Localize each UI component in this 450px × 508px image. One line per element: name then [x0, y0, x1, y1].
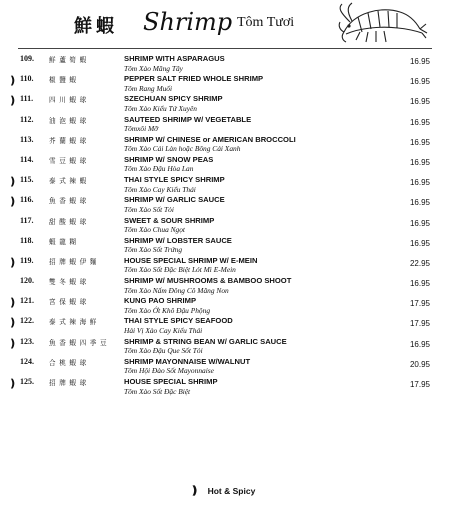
item-price: 16.95 — [409, 279, 430, 289]
menu-item — [0, 93, 450, 113]
item-english-name: SZECHUAN SPICY SHRIMP — [124, 94, 223, 104]
hot-pepper-icon: ❫ — [8, 196, 18, 209]
item-vietnamese-name: Tôm Xào Sốt Đặc Biệt — [124, 386, 191, 396]
hot-pepper-icon: ❫ — [8, 337, 18, 350]
item-number: 113. — [20, 134, 34, 144]
item-english-name: SAUTEED SHRIMP W/ VEGETABLE — [124, 114, 252, 124]
item-price: 16.95 — [409, 77, 430, 87]
item-vietnamese-name: Hải Vị Xào Cay Kiểu Thái — [124, 325, 203, 335]
item-price: 16.95 — [409, 97, 430, 107]
item-number: 112. — [20, 114, 34, 124]
item-number: 124. — [20, 356, 34, 366]
item-price: 16.95 — [409, 339, 430, 349]
menu-item — [0, 194, 450, 214]
menu-item — [0, 134, 450, 154]
hot-pepper-icon: ❫ — [8, 256, 18, 269]
item-number: 117. — [20, 215, 34, 225]
item-chinese-name: 雪豆蝦球 — [49, 157, 90, 165]
legend-label: Hot & Spicy — [207, 486, 256, 496]
item-english-name: KUNG PAO SHRIMP — [124, 296, 197, 306]
item-chinese-name: 椒鹽蝦 — [49, 77, 80, 85]
section-title-chinese: 鮮蝦 — [74, 16, 118, 36]
item-price: 17.95 — [409, 299, 430, 309]
item-english-name: SHRIMP & STRING BEAN W/ GARLIC SAUCE — [124, 336, 287, 346]
menu-item — [0, 215, 450, 235]
item-vietnamese-name: Tôm Xào Chua Ngọt — [124, 225, 185, 234]
menu-item — [0, 376, 450, 396]
item-vietnamese-name: Tôm Xào Đậu Hòa Lan — [124, 164, 194, 174]
hot-pepper-icon: ❫ — [8, 75, 18, 88]
legend — [190, 484, 255, 497]
item-vietnamese-name: Tôm Rang Muối — [124, 83, 173, 93]
item-chinese-name: 鮮蘆筍蝦 — [49, 57, 90, 64]
menu-item — [0, 255, 450, 275]
shrimp-menu-list — [0, 53, 450, 396]
menu-item — [0, 356, 450, 376]
section-title-vietnamese: Tôm Tươi — [237, 15, 295, 30]
item-vietnamese-name: Tôm Xào Kiểu Tứ Xuyên — [124, 103, 198, 113]
item-chinese-name: 泰式辣蝦 — [49, 178, 90, 186]
item-chinese-name: 甜酸蝦球 — [49, 218, 90, 226]
item-english-name: SHRIMP W/ SNOW PEAS — [124, 154, 214, 164]
item-number: 120. — [20, 276, 34, 286]
item-chinese-name: 宮保蝦球 — [49, 299, 90, 307]
item-number: 119. — [20, 255, 34, 265]
item-number: 114. — [20, 154, 34, 164]
item-chinese-name: 招牌蝦伊麵 — [49, 258, 100, 266]
menu-item — [0, 235, 450, 255]
item-number: 111. — [20, 94, 34, 104]
hot-pepper-icon: ❫ — [8, 95, 18, 108]
shrimp-illustration-icon — [336, 2, 428, 46]
item-english-name: HOUSE SPECIAL SHRIMP — [124, 377, 218, 386]
header-divider — [18, 48, 432, 49]
menu-item — [0, 315, 450, 335]
hot-pepper-icon: ❫ — [190, 485, 200, 497]
item-price: 16.95 — [409, 198, 430, 208]
item-price: 16.95 — [409, 137, 430, 147]
item-price: 16.95 — [409, 117, 430, 127]
item-vietnamese-name: Tôm Xào Sốt Đặc Biệt Lót Mì E-Mein — [124, 265, 236, 275]
item-english-name: THAI STYLE SPICY SHRIMP — [124, 175, 225, 185]
item-vietnamese-name: Tôm Xào Ớt Khô Đậu Phộng — [124, 305, 211, 315]
item-english-name: PEPPER SALT FRIED WHOLE SHRIMP — [124, 74, 264, 84]
menu-header — [0, 0, 450, 52]
item-chinese-name: 魚香蝦四季豆 — [49, 339, 111, 347]
menu-item — [0, 73, 450, 93]
menu-item — [0, 174, 450, 194]
item-english-name: HOUSE SPECIAL SHRIMP W/ E-MEIN — [124, 255, 258, 265]
item-price: 16.95 — [409, 57, 430, 66]
item-number: 116. — [20, 195, 34, 205]
item-english-name: SHRIMP W/ LOBSTER SAUCE — [124, 235, 232, 245]
item-english-name: SHRIMP W/ GARLIC SAUCE — [124, 195, 225, 205]
item-chinese-name: 蝦龍糊 — [49, 238, 80, 246]
item-vietnamese-name: Tôm Xào Sốt Tỏi — [124, 204, 174, 214]
item-vietnamese-name: Tôm Xào Măng Tây — [124, 63, 183, 73]
item-number: 121. — [20, 296, 34, 306]
item-price: 22.95 — [409, 258, 430, 268]
item-english-name: SHRIMP W/ CHINESE or AMERICAN BROCCOLI — [124, 134, 296, 144]
item-english-name: SHRIMP WITH ASPARAGUS — [124, 54, 225, 63]
item-vietnamese-name: Tôm Xào Cải Làn hoặc Bông Cải Xanh — [124, 144, 241, 154]
item-chinese-name: 油泡蝦球 — [49, 117, 90, 125]
item-price: 17.95 — [409, 380, 430, 389]
item-english-name: THAI STYLE SPICY SEAFOOD — [124, 316, 233, 326]
hot-pepper-icon: ❫ — [8, 317, 18, 330]
item-chinese-name: 魚香蝦球 — [49, 198, 90, 206]
menu-item — [0, 295, 450, 315]
hot-pepper-icon: ❫ — [8, 378, 18, 390]
menu-item — [0, 154, 450, 174]
hot-pepper-icon: ❫ — [8, 176, 18, 189]
item-vietnamese-name: Tômxôi Mỡ — [124, 124, 159, 134]
item-number: 118. — [20, 235, 34, 245]
item-chinese-name: 泰式辣海鮮 — [49, 319, 100, 327]
item-vietnamese-name: Tôm Xào Đậu Que Sốt Tỏi — [124, 346, 203, 356]
item-number: 122. — [20, 316, 34, 326]
item-vietnamese-name: Tôm Hội Đào Sốt Mayonnaise — [124, 366, 214, 376]
item-vietnamese-name: Tôm Xào Sốt Trứng — [124, 245, 183, 255]
item-price: 20.95 — [409, 359, 430, 369]
item-number: 115. — [20, 175, 34, 185]
item-chinese-name: 招牌蝦球 — [49, 380, 90, 387]
item-price: 16.95 — [409, 218, 430, 228]
item-chinese-name: 四川蝦球 — [49, 97, 90, 105]
section-title-english: Shrimp — [143, 8, 233, 36]
item-chinese-name: 雙冬蝦球 — [49, 279, 90, 287]
menu-item — [0, 275, 450, 295]
item-price: 16.95 — [409, 238, 430, 248]
item-price: 17.95 — [409, 319, 430, 329]
item-chinese-name: 芥蘭蝦球 — [49, 137, 90, 145]
hot-pepper-icon: ❫ — [8, 297, 18, 310]
item-vietnamese-name: Tôm Xào Nấm Đông Cô Măng Non — [124, 285, 229, 295]
item-english-name: SWEET & SOUR SHRIMP — [124, 215, 215, 225]
item-english-name: SHRIMP MAYONNAISE W/WALNUT — [124, 356, 251, 366]
item-number: 123. — [20, 336, 34, 346]
item-vietnamese-name: Tôm Xào Cay Kiểu Thái — [124, 184, 196, 194]
item-number: 110. — [20, 74, 34, 84]
menu-item — [0, 336, 450, 356]
item-english-name: SHRIMP W/ MUSHROOMS & BAMBOO SHOOT — [124, 276, 292, 286]
item-price: 16.95 — [409, 157, 430, 167]
item-chinese-name: 合桃蝦球 — [49, 359, 90, 367]
item-price: 16.95 — [409, 178, 430, 188]
item-number: 109. — [20, 54, 34, 63]
menu-item — [0, 53, 450, 73]
item-number: 125. — [20, 377, 34, 386]
menu-item — [0, 114, 450, 134]
